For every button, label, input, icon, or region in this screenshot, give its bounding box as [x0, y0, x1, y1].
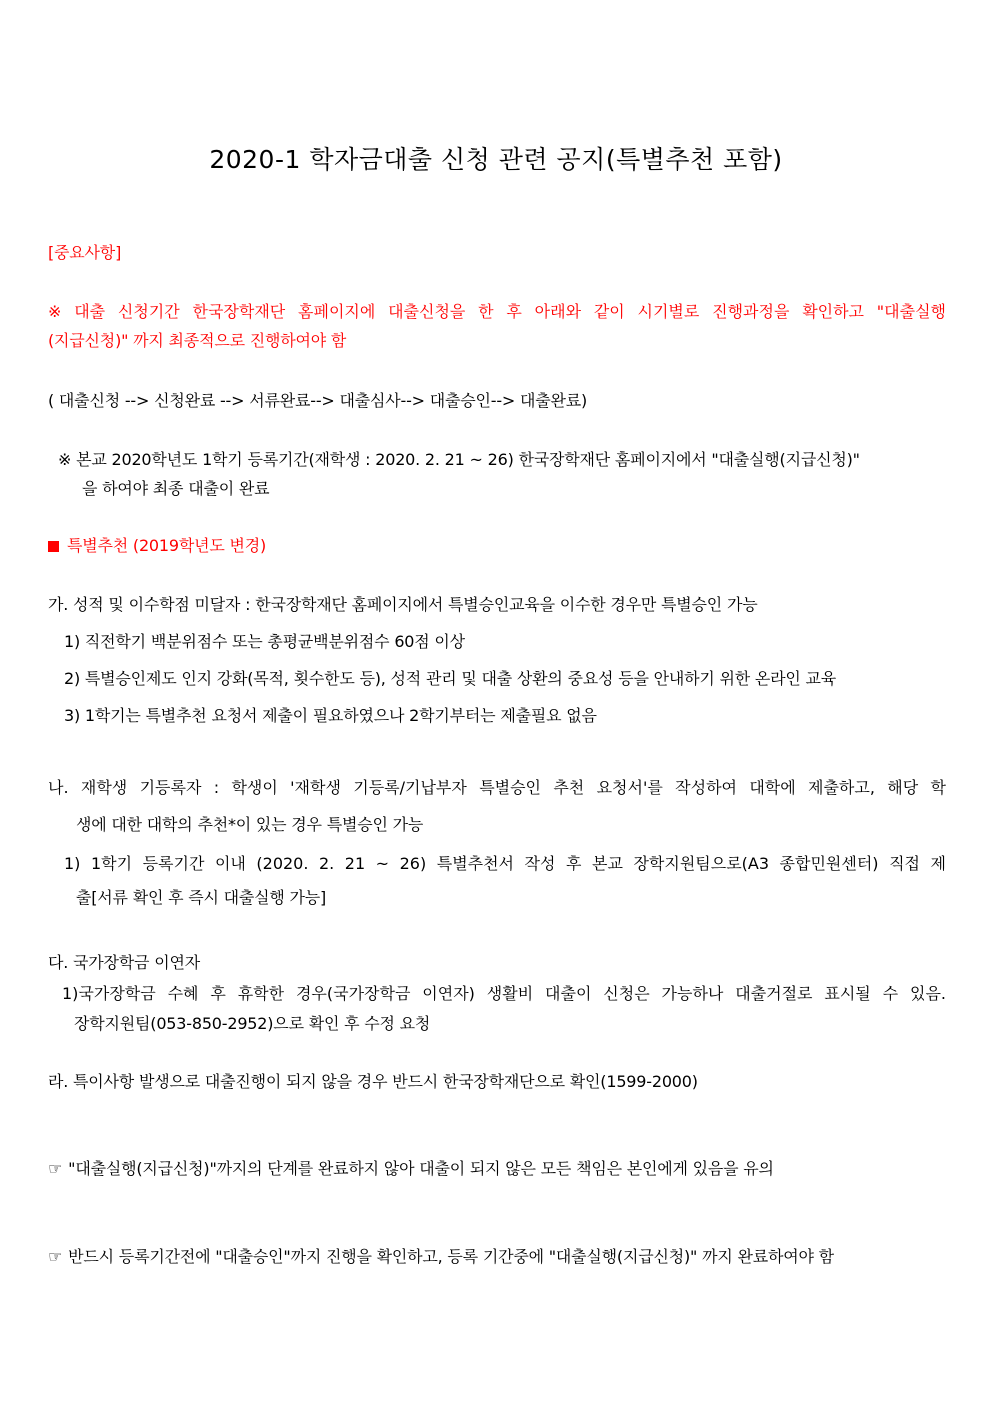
word: 재학생 — [80, 778, 128, 797]
word: 이내 — [214, 854, 246, 873]
section-da-item-line2: 장학지원팀(053-850-2952)으로 확인 후 수정 요청 — [74, 1014, 431, 1033]
section-da-item-line1 — [62, 983, 946, 1005]
registration-note-line1: ※ 본교 2020학년도 1학기 등록기간(재학생 : 2020. 2. 21 ~ 26) 한국장학재단 홈페이지에서 "대출실행(지급신청)" — [58, 450, 860, 469]
word: 1) — [64, 854, 81, 873]
word: 1학기 — [90, 854, 133, 873]
word: : — [213, 778, 220, 797]
word: 대출 — [74, 302, 106, 321]
word: 대학에 — [749, 778, 796, 797]
word: ※ — [48, 302, 62, 321]
pointing-hand-icon: ☞ — [48, 1247, 63, 1266]
word: 수혜 — [167, 984, 199, 1003]
section-ga-item-3: 3) 1학기는 특별추천 요청서 제출이 필요하였으나 2학기부터는 제출필요 없음 — [64, 706, 597, 725]
word: 직접 — [889, 854, 920, 873]
section-ga-item-2: 2) 특별승인제도 인지 강화(목적, 횟수한도 등), 성적 관리 및 대출 상환의 중요성 등을 안내하기 위한 온라인 교육 — [64, 669, 837, 688]
word: 경우(국가장학금 — [295, 984, 411, 1003]
word: 21 — [344, 854, 366, 873]
important-note-line1 — [48, 301, 946, 323]
word: 휴학한 — [237, 984, 285, 1003]
section-ra-heading: 라. 특이사항 발생으로 대출진행이 되지 않을 경우 반드시 한국장학재단으로 확인(1599-2000) — [48, 1072, 698, 1091]
red-square-icon — [48, 541, 59, 552]
word: 본교 — [592, 854, 623, 873]
word: 생활비 — [486, 984, 534, 1003]
word: 후 — [210, 984, 226, 1003]
notice-2 — [48, 1246, 834, 1268]
section-na-heading-line1 — [48, 777, 946, 799]
word: 홈페이지에 — [298, 302, 376, 321]
section-da-heading: 다. 국가장학금 이연자 — [48, 953, 200, 972]
notice-1 — [48, 1158, 774, 1180]
important-header: [중요사항] — [48, 243, 122, 262]
word: 나. — [48, 778, 69, 797]
page-title: 2020-1 학자금대출 신청 관련 공지(특별추천 포함) — [209, 145, 783, 174]
word: 신청기간 — [117, 302, 180, 321]
word: 학 — [930, 778, 946, 797]
word: 아래와 — [534, 302, 582, 321]
word: 가능하나 — [661, 984, 724, 1003]
word: 26) — [399, 854, 427, 873]
word: 같이 — [593, 302, 625, 321]
section-ga-heading: 가. 성적 및 이수학점 미달자 : 한국장학재단 홈페이지에서 특별승인교육을 이수한 경우만 특별승인 가능 — [48, 595, 758, 614]
word: 있음. — [909, 984, 946, 1003]
word: 종합민원센터) — [779, 854, 879, 873]
important-note-line2: (지급신청)" 까지 최종적으로 진행하여야 함 — [48, 331, 347, 350]
word: 확인하고 — [802, 302, 865, 321]
word: 후 — [566, 854, 582, 873]
word: 장학지원팀으로(A3 — [633, 854, 770, 873]
word: 2. — [318, 854, 335, 873]
word: 해당 — [887, 778, 919, 797]
word: 대출이 — [545, 984, 592, 1003]
notice-2-text: 반드시 등록기간전에 "대출승인"까지 진행을 확인하고, 등록 기간중에 "대출실행(지급신청)" 까지 완료하여야 함 — [68, 1247, 834, 1266]
word: ~ — [375, 854, 390, 873]
word: (2020. — [256, 854, 309, 873]
word: 수 — [882, 984, 899, 1003]
word: '재학생 — [290, 778, 341, 797]
word: 특별승인 — [479, 778, 542, 797]
word: 제 — [930, 854, 946, 873]
word: 시기별로 — [637, 302, 700, 321]
section-na-heading-line2: 생에 대한 대학의 추천*이 있는 경우 특별승인 가능 — [76, 815, 424, 834]
word: 제출하고, — [808, 778, 875, 797]
word: 진행과정을 — [712, 302, 790, 321]
pointing-hand-icon: ☞ — [48, 1159, 63, 1178]
word: 요청서'를 — [596, 778, 663, 797]
word: 추천 — [553, 778, 585, 797]
word: 학생이 — [231, 778, 278, 797]
process-flow: ( 대출신청 --> 신청완료 --> 서류완료--> 대출심사--> 대출승인--> 대출완료) — [48, 391, 588, 410]
word: 한국장학재단 — [192, 302, 286, 321]
word: 등록기간 — [142, 854, 205, 873]
word: 후 — [506, 302, 522, 321]
section-na-item-line2: 출[서류 확인 후 즉시 대출실행 가능] — [76, 888, 327, 907]
word: 한 — [478, 302, 494, 321]
word: 대출거절로 — [735, 984, 813, 1003]
word: 1)국가장학금 — [62, 984, 156, 1003]
section-ga-item-1: 1) 직전학기 백분위점수 또는 총평균백분위점수 60점 이상 — [64, 632, 465, 651]
word: 특별추천서 — [436, 854, 515, 873]
word: 표시될 — [824, 984, 871, 1003]
word: 기등록자 — [139, 778, 202, 797]
word: 대출신청을 — [388, 302, 466, 321]
special-header — [48, 535, 266, 557]
registration-note-line2: 을 하여야 최종 대출이 완료 — [82, 479, 270, 498]
word: 작성 — [524, 854, 556, 873]
section-na-item-line1 — [64, 853, 946, 875]
word: 기등록/기납부자 — [353, 778, 467, 797]
special-header-text: 특별추천 (2019학년도 변경) — [67, 536, 267, 555]
word: 작성하여 — [675, 778, 737, 797]
notice-1-text: "대출실행(지급신청)"까지의 단계를 완료하지 않아 대출이 되지 않은 모든 책임은 본인에게 있음을 유의 — [68, 1159, 774, 1178]
word: "대출실행 — [876, 302, 946, 321]
word: 이연자) — [422, 984, 475, 1003]
word: 신청은 — [603, 984, 650, 1003]
